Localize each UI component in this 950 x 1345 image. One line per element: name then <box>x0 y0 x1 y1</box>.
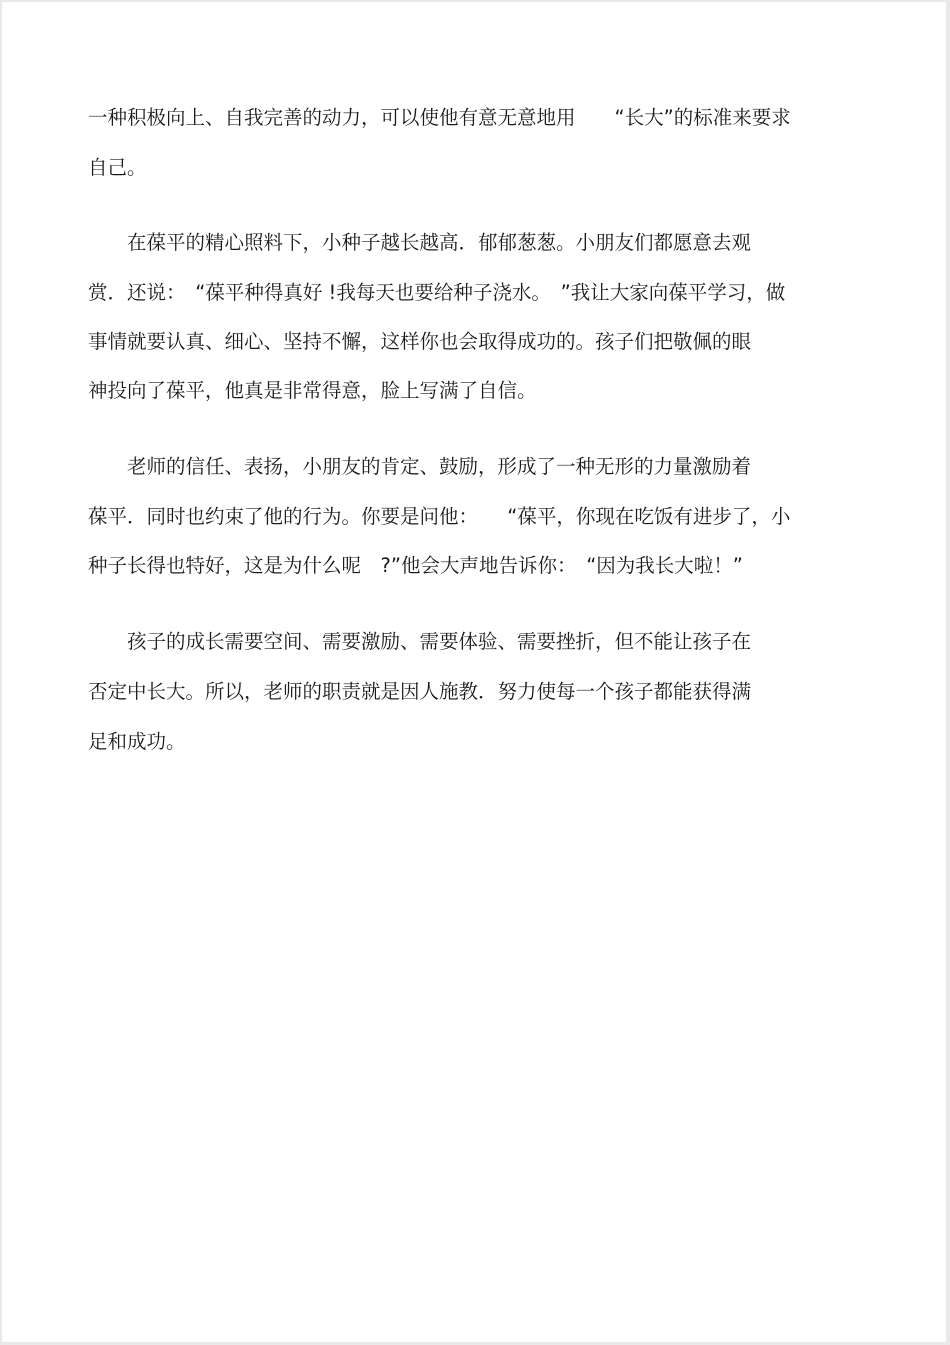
text-line: 一种积极向上、自我完善的动力，可以使他有意无意地用 “长大”的标准来要求 <box>88 106 791 129</box>
text-line: 事情就要认真、细心、坚持不懈，这样你也会取得成功的。孩子们把敬佩的眼 <box>88 330 752 353</box>
text-line: 种子长得也特好，这是为什么呢 ?”他会大声地告诉你： “因为我长大啦！” <box>88 554 743 577</box>
text-line: 自己。 <box>88 156 147 179</box>
text-line: 在葆平的精心照料下，小种子越长越高．郁郁葱葱。小朋友们都愿意去观 <box>88 231 752 254</box>
text-line: 赏．还说： “葆平种得真好 !我每天也要给种子浇水。 ”我让大家向葆平学习，做 <box>88 281 786 304</box>
text-line: 足和成功。 <box>88 730 186 753</box>
text-line: 葆平．同时也约束了他的行为。你要是问他： “葆平，你现在吃饭有进步了，小 <box>88 505 791 528</box>
text-line: 否定中长大。所以，老师的职责就是因人施教．努力使每一个孩子都能获得满 <box>88 680 752 703</box>
text-line: 神投向了葆平，他真是非常得意，脸上写满了自信。 <box>88 379 537 402</box>
document-page <box>2 2 946 1342</box>
text-line: 老师的信任、表扬，小朋友的肯定、鼓励，形成了一种无形的力量激励着 <box>88 455 752 478</box>
text-line: 孩子的成长需要空间、需要激励、需要体验、需要挫折，但不能让孩子在 <box>88 630 752 653</box>
